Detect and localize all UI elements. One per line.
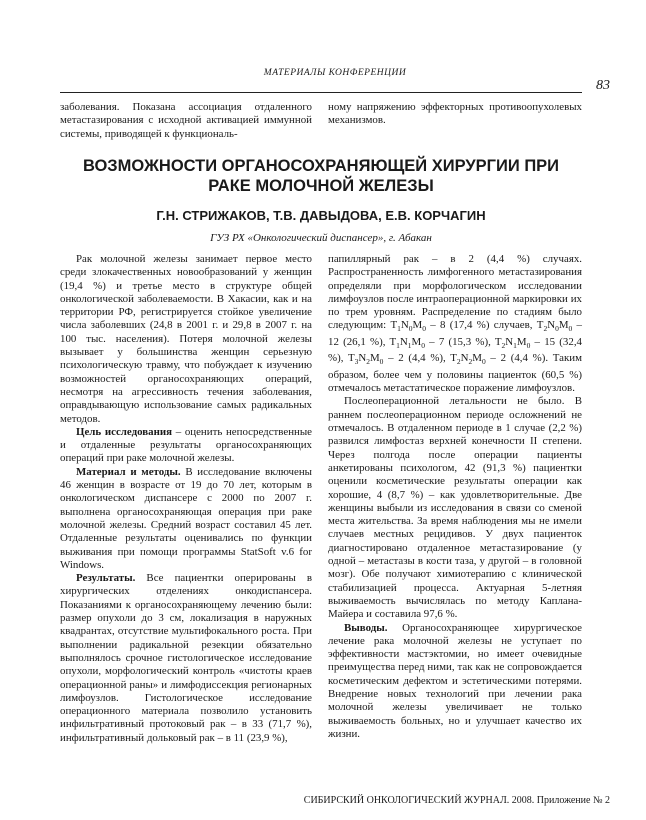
methods-label: Материал и методы. <box>76 465 181 478</box>
stage-entry: $T_2N_1M_0 - 15$ (32,4 %), <box>328 335 582 365</box>
article-affiliation: ГУЗ РХ «Онкологический диспансер», г. Абакан <box>210 232 432 244</box>
header-rule <box>60 92 582 93</box>
prev-article-left-column <box>60 101 312 141</box>
paragraph-outcomes: Послеоперационной летальности не было. В раннем послеоперационном периоде осложнений не отмечалось. В отдаленном периоде в 1 случае (2,2 %) развился лимфостаз верхней конечности II степени. Через полгода после операции пациенты анкетированы психологом, 42 (91,3 %) пациентки оценили косметические результаты операции как хорошие, 4 (8,7 %) – как удовлетворительные. Две женщины выбыли из исследования в связи со сменой места жительства. За время наблюдения мы не имели случаев местных рецидивов. У двух пациенток диагностировано отдаленное метастазирование (у одной – метастазы в кости таза, у другой – в головной мозг). Обе получают химиотерапию с клинической стабилизацией процесса. Актуарная 5-летняя выживаемость вычислялась по методу Каплана-Майера и составила 97,6 %. <box>328 395 582 621</box>
stage-entry: $T_1N_1M_0 - 7$ (15,3 %), <box>389 335 495 351</box>
page-number: 83 <box>596 78 610 93</box>
article-left-column <box>60 253 312 745</box>
results-label: Результаты. <box>76 572 136 585</box>
staging-conclusion: Таким образом, более чем у половины пациенток (60,5 %) отмечалось метастатическое поражение лимфоузлов. <box>328 352 583 395</box>
stage-entry: $T_2N_0M_0 - 12$ (26,1 %), <box>328 319 582 348</box>
paragraph-staging <box>328 253 582 395</box>
prev-article-text-left: заболевания. Показана ассоциация отдаленного метастазирования с исходной активацией иммунной системы, приводящей к функциональ- <box>60 101 312 140</box>
staging-intro: папиллярный рак – в 2 (4,4 %) случаях. Распространенность лимфогенного метастазирования определяли при морфологическом исследовании лимфоузлов после интраоперационной маркировки их по трем уровням. Распределение по стадиям было следующим: T <box>328 253 582 332</box>
article-authors: Г.Н. СТРИЖАКОВ, Т.В. ДАВЫДОВА, Е.В. КОРЧАГИН <box>156 208 486 223</box>
stage-entry: $T_3N_2M_0 - 2$ (4,4 %), <box>347 352 451 367</box>
conclusions-label: Выводы. <box>344 621 388 634</box>
article-title: ВОЗМОЖНОСТИ ОРГАНОСОХРАНЯЮЩЕЙ ХИРУРГИИ ПРИ РАКЕ МОЛОЧНОЙ ЖЕЛЕЗЫ <box>82 157 560 195</box>
stage-entry: $_1N_0M_0 - 8$ (17,4 %) случаев, <box>397 319 537 334</box>
paragraph-intro: Рак молочной железы занимает первое место среди злокачественных новообразований у женщин (19,4 %) и третье место в структуре общей онкологической заболеваемости. В Хакасии, как и на территории РФ, регистрируется стойкое увеличение числа заболевших (24,8 в 2001 г. и 29,8 в 2007 г. на 100 тыс. населения). Потеря молочной железы вызывает у большинства женщин серьезную психологическую травму, что побуждает к изучению возможностей органосохраняющих операций, несмотря на агрессивность течения заболевания, оправдывающую использование самых радикальных методов. <box>60 253 312 425</box>
prev-article-text-right: ному напряжению эффекторных противоопухолевых механизмов. <box>328 101 582 127</box>
stage-entry: $T_2N_2M_0 - 2$ (4,4 %). <box>450 352 553 367</box>
results-text: Все пациентки оперированы в хирургических отделениях онкодиспансера. Показаниями к органосохраняющему лечению были: размер опухоли до 3 см, локализация в наружных квадрантах, отсутствие мультифокального роста. При выполнении радикальной резекции обязательно выполнялось срочное гистологическое исследование опухоли, морфологический контроль «чистоты краев операционной раны» и лимфодиссекция регионарных лимфоузлов. Гистологическое исследование операционного материала позволило установить инфильтративный протоковый рак – в 33 (71,7 %), инфильтративный дольковый рак – в 11 (23,9 %), <box>60 572 312 744</box>
conclusions-text: Органосохраняющее хирургическое лечение рака молочной железы не уступает по эффективности мастэктомии, но имеет очевидные преимущества перед ними, так как не сопровождается косметическим дефектом и эстетическими потерями. Внедрение новых технологий при лечении рака молочной железы увеличивает не только выживаемость больных, но и улучшает качество их жизни. <box>328 621 582 740</box>
article-right-column <box>328 253 582 741</box>
journal-footer: СИБИРСКИЙ ОНКОЛОГИЧЕСКИЙ ЖУРНАЛ. 2008. Приложение № 2 <box>303 795 610 806</box>
paragraph-conclusions <box>328 622 582 742</box>
aim-label: Цель исследования <box>76 425 173 438</box>
running-head: МАТЕРИАЛЫ КОНФЕРЕНЦИИ <box>263 68 407 78</box>
aim-text: – оценить непосредственные и отдаленные результаты органосохраняющих операций при раке молочной железы. <box>60 425 313 465</box>
paragraph-aim <box>60 426 312 466</box>
prev-article-right-column <box>328 101 582 128</box>
paragraph-results <box>60 572 312 745</box>
paragraph-methods <box>60 466 312 572</box>
methods-text: В исследование включены 46 женщин в возрасте от 19 до 70 лет, которым в онкологическом диспансере с 2000 по 2007 г. выполнена органосохраняющая операция при раке молочной железы. Средний возраст составил 45 лет. Отдаленные результаты оценивались по функции выживания при помощи программы StatSoft v.6 for Windows. <box>60 465 312 571</box>
